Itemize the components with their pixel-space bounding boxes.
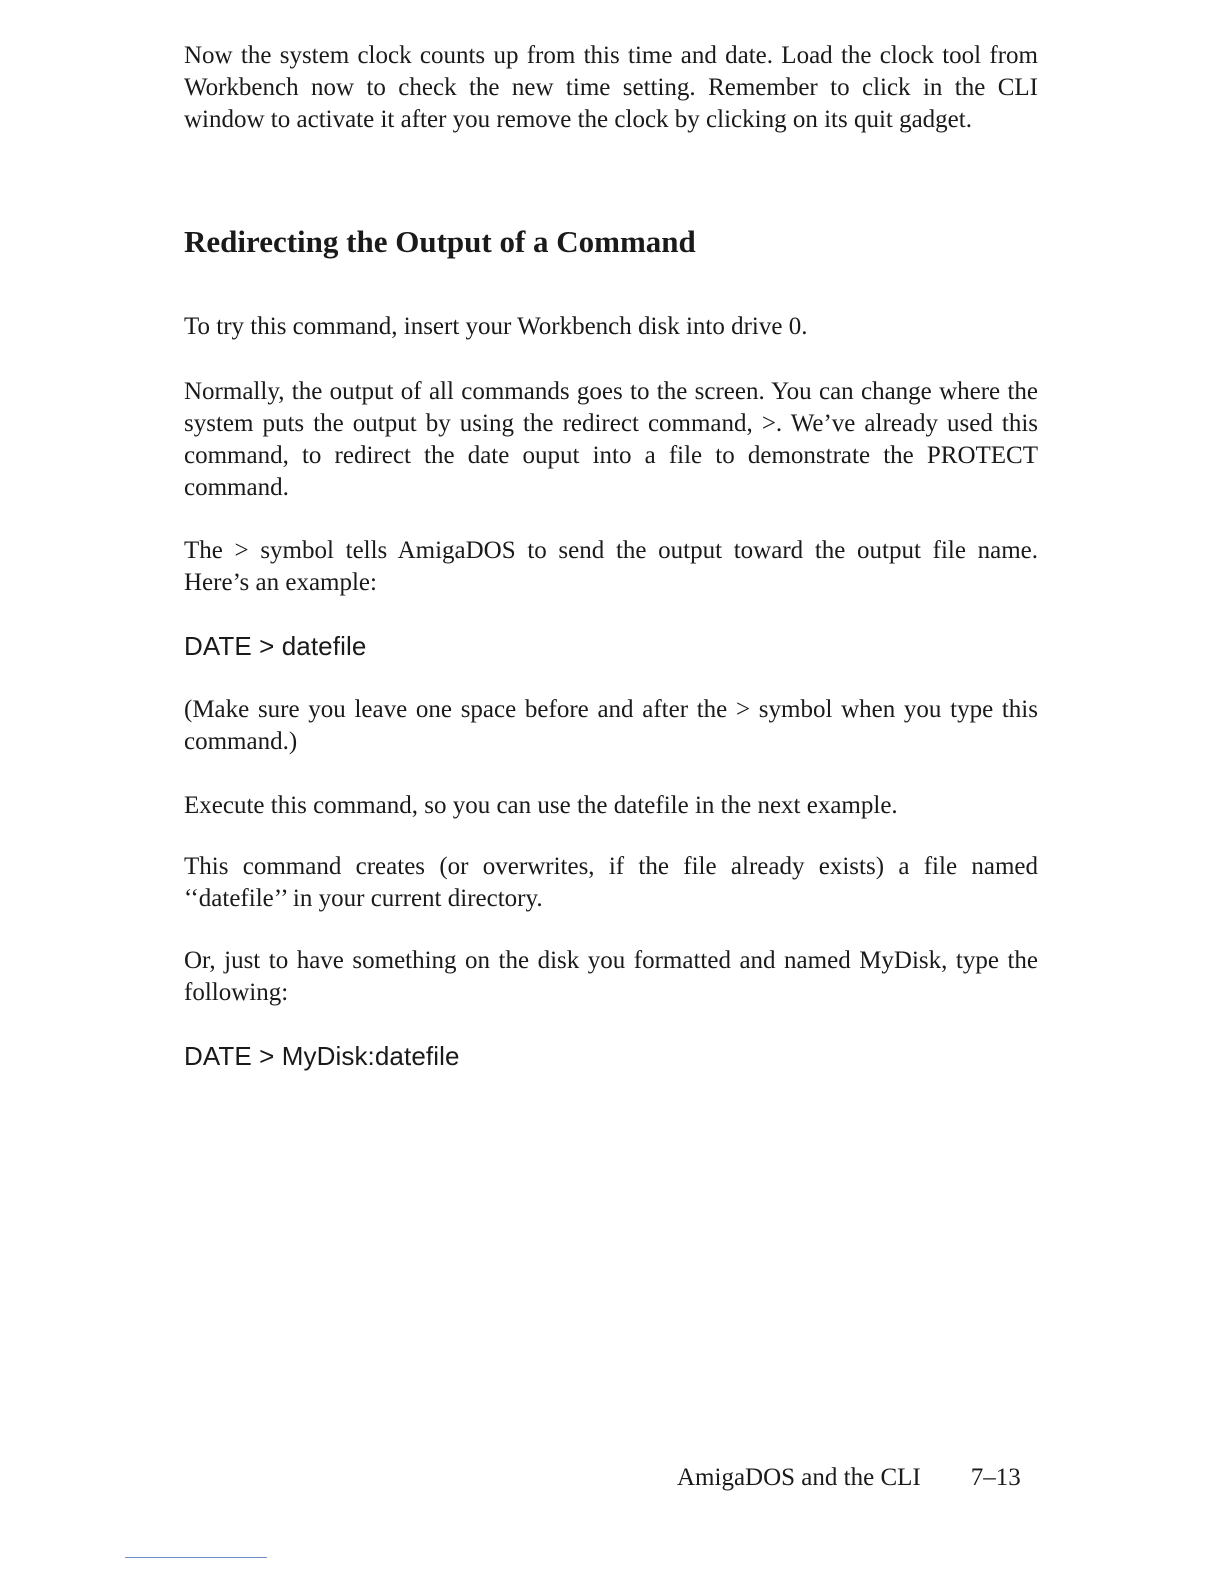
- paragraph-insert-disk: To try this command, insert your Workbench disk into drive 0.: [184, 313, 808, 340]
- paragraph-normally-output: Normally, the output of all commands goes to the screen. You can change where the system puts the output by using the redirect command, >. We’ve already used this command, to redirect the date ouput into a file to demonstrate the PROTECT command.: [184, 378, 1038, 501]
- section-heading: Redirecting the Output of a Command: [184, 224, 696, 259]
- paragraph-mydisk: Or, just to have something on the disk you formatted and named MyDisk, type the following:: [184, 947, 1038, 1006]
- bottom-scan-line: [125, 1557, 267, 1558]
- paragraph-clock-tool: Now the system clock counts up from this time and date. Load the clock tool from Workbench now to check the new time setting. Remember to click in the CLI window to activate it after you remove the clock by clicking on its quit gadget.: [184, 42, 1038, 133]
- paragraph-symbol-explanation: The > symbol tells AmigaDOS to send the output toward the output file name. Here’s an example:: [184, 537, 1038, 596]
- command-example-mydisk: DATE > MyDisk:datefile: [184, 1041, 460, 1071]
- document-body: [184, 40, 1038, 1072]
- footer-page-number: 7–13: [970, 1464, 1021, 1491]
- paragraph-space-note: (Make sure you leave one space before and after the > symbol when you type this command.): [184, 696, 1038, 755]
- footer-chapter-title: AmigaDOS and the CLI: [677, 1464, 921, 1491]
- page-footer: [677, 1462, 1021, 1494]
- command-example-datefile: DATE > datefile: [184, 631, 367, 661]
- paragraph-creates-file: This command creates (or overwrites, if the file already exists) a file named ‘‘datefile’’ in your current directory.: [184, 853, 1038, 912]
- paragraph-execute: Execute this command, so you can use the datefile in the next example.: [184, 792, 898, 819]
